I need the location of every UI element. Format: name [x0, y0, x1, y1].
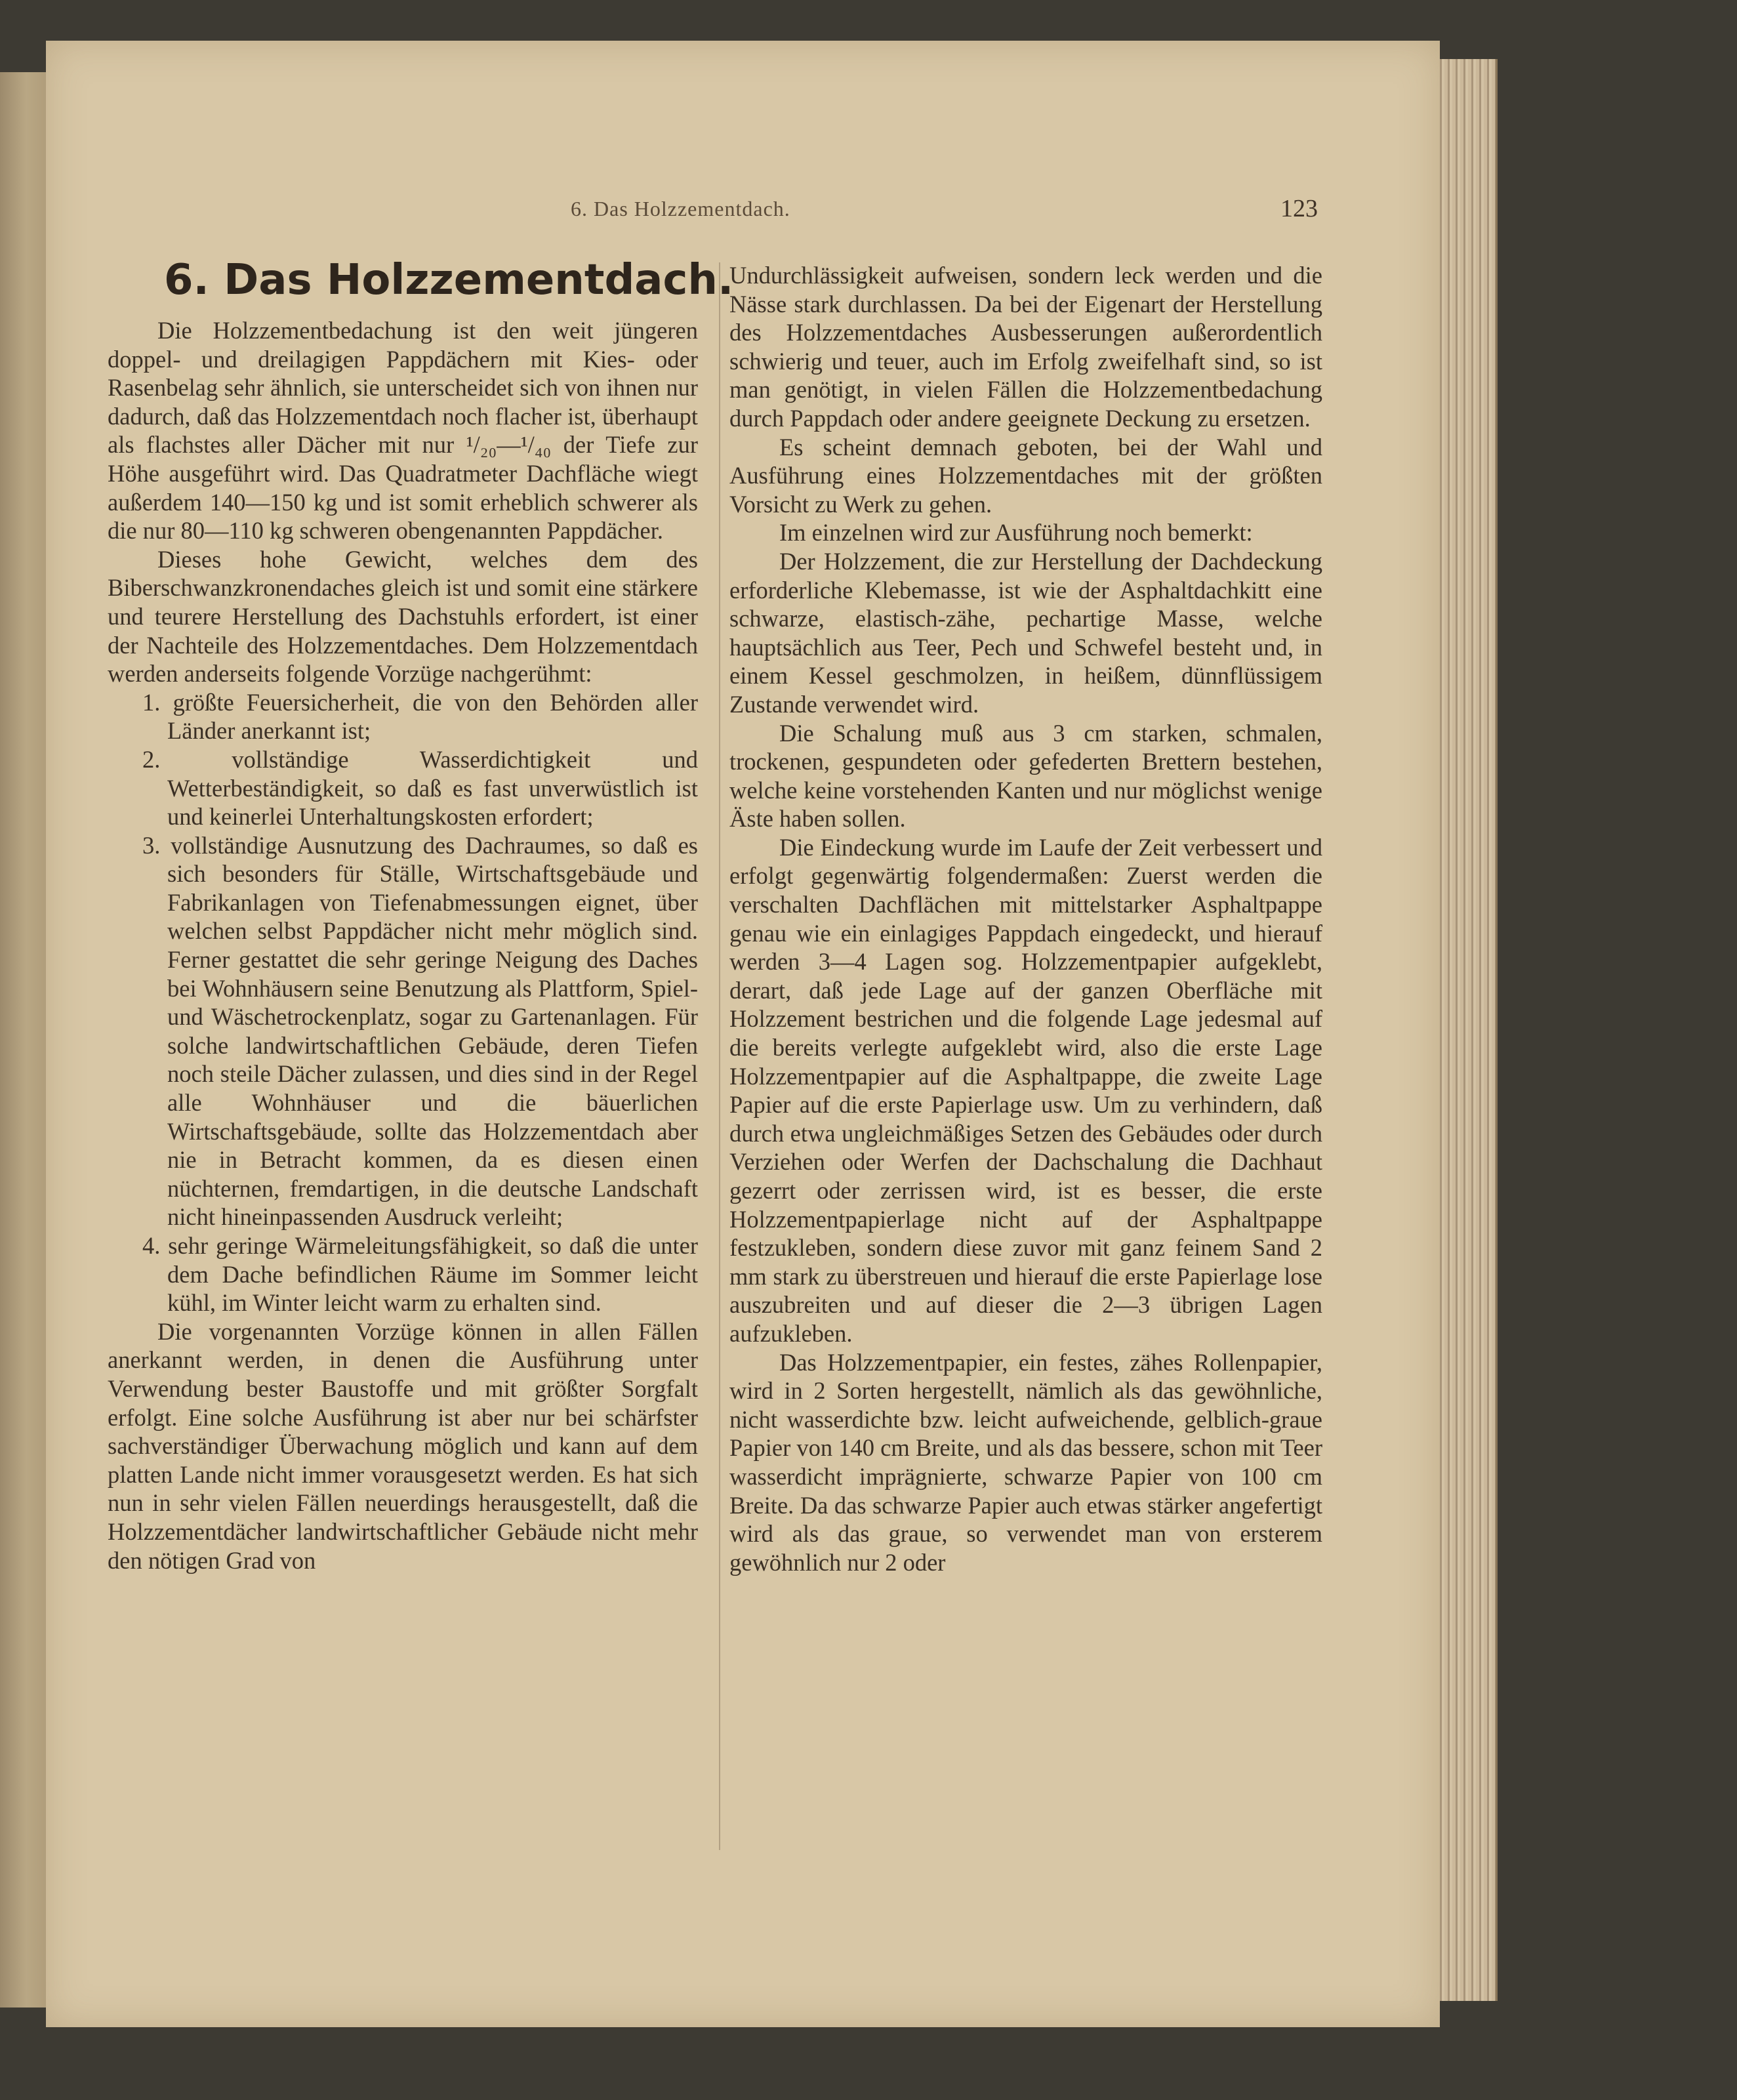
paragraph: Es scheint demnach geboten, bei der Wahl und Ausführung eines Holzzementdaches mit der größten Vorsicht zu Werk zu gehen.: [729, 433, 1322, 518]
paragraph: Im einzelnen wird zur Ausführung noch bemerkt:: [779, 519, 1253, 546]
running-header: 6. Das Holzzementdach.: [571, 197, 790, 220]
paragraph: Die Schalung muß aus 3 cm starken, schmalen, trockenen, gespundeten oder gefederten Brettern bestehen, welche keine vorstehenden Kanten und nur möglichst wenige Äste haben sollen.: [729, 719, 1322, 833]
list-item: 2. vollständige Wasserdichtigkeit und Wetterbeständigkeit, so daß es fast unverwüstlich ist und keinerlei Unterhaltungskosten erfordert;: [142, 745, 698, 831]
left-column: [108, 316, 698, 1575]
paragraph: Die Holzzementbedachung ist den weit jüngeren doppel- und dreilagigen Pappdächern mit Kies- oder Rasenbelag sehr ähnlich, sie unterscheidet sich von ihnen nur dadurch, daß das Holzzementdach noch flacher ist, überhaupt als flachstes aller Dächer mit nur ¹/₂₀—¹/₄₀ der Tiefe zur Höhe ausgeführt wird. Das Quadratmeter Dachfläche wiegt außerdem 140—150 kg und ist somit erheblich schwerer als die nur 80—110 kg schweren obengenannten Pappdächer.: [108, 317, 698, 545]
right-column: [729, 261, 1322, 1576]
column-divider: [719, 262, 720, 1850]
section-title: 6. Das Holzzementdach.: [164, 256, 734, 304]
paragraph: Undurchlässigkeit aufweisen, sondern leck werden und die Nässe stark durchlassen. Da bei der Eigenart der Herstellung des Holzzementdaches Ausbesserungen außerordentlich schwierig und teuer, auch im Erfolg zweifelhaft sind, so ist man genötigt, in vielen Fällen die Holzzementbedachung durch Pappdach oder andere geeignete Deckung zu ersetzen.: [729, 262, 1322, 432]
list-item: 3. vollständige Ausnutzung des Dachraumes, so daß es sich besonders für Ställe, Wirtschaftsgebäude und Fabrikanlagen von Tiefenabmessungen eignet, über welchen selbst Pappdächer nicht mehr möglich sind. Ferner gestattet die sehr geringe Neigung des Daches bei Wohnhäusern seine Benutzung als Plattform, Spiel- und Wäschetrockenplatz, sogar zu Gartenanlagen. Für solche landwirtschaftlichen Gebäude, deren Tiefen noch steile Dächer zulassen, und dies sind in der Regel alle Wohnhäuser und die bäuerlichen Wirtschaftsgebäude, sollte das Holzzementdach aber nie in Betracht kommen, da es diesen einen nüchternen, fremdartigen, in die deutsche Landschaft nicht hineinpassenden Ausdruck verleiht;: [142, 831, 698, 1231]
list-item: 1. größte Feuersicherheit, die von den Behörden aller Länder anerkannt ist;: [142, 688, 698, 745]
paragraph: Dieses hohe Gewicht, welches dem des Biberschwanzkronendaches gleich ist und somit eine stärkere und teurere Herstellung des Dachstuhls erfordert, ist einer der Nachteile des Holzzementdaches. Dem Holzzementdach werden anderseits folgende Vorzüge nachgerühmt:: [108, 545, 698, 688]
paragraph: Die Eindeckung wurde im Laufe der Zeit verbessert und erfolgt gegenwärtig folgendermaßen: Zuerst werden die verschalten Dachflächen mit mittelstarker Asphaltpappe genau wie ein einlagiges Pappdach eingedeckt, und hierauf werden 3—4 Lagen sog. Holzzementpapier aufgeklebt, derart, daß jede Lage auf der ganzen Oberfläche mit Holzzement bestrichen und die folgende Lage jedesmal auf die bereits verlegte aufgeklebt wird, also die erste Lage Holzzementpapier auf die Asphaltpappe, die zweite Lage Papier auf die erste Papierlage usw. Um zu verhindern, daß durch etwa ungleichmäßiges Setzen des Gebäudes oder durch Verziehen oder Werfen der Dachschalung die Dachhaut gezerrt oder zerrissen wird, ist es besser, die erste Holzzementpapierlage nicht auf der Asphaltpappe festzukleben, sondern diese zuvor mit ganz feinem Sand 2 mm stark zu überstreuen und hierauf die erste Papierlage lose auszubreiten und auf dieser die 2—3 übrigen Lagen aufzukleben.: [729, 833, 1322, 1347]
paragraph: Die vorgenannten Vorzüge können in allen Fällen anerkannt werden, in denen die Ausführung unter Verwendung bester Baustoffe und mit größter Sorgfalt erfolgt. Eine solche Ausführung ist aber nur bei schärfster sachverständiger Überwachung möglich und kann auf dem platten Lande nicht immer vorausgesetzt werden. Es hat sich nun in sehr vielen Fällen neuerdings herausgestellt, daß die Holzzementdächer landwirtschaftlicher Gebäude nicht mehr den nötigen Grad von: [108, 1317, 698, 1574]
paragraph: Der Holzzement, die zur Herstellung der Dachdeckung erforderliche Klebemasse, ist wie der Asphaltdachkitt eine schwarze, elastisch-zähe, pechartige Masse, welche hauptsächlich aus Teer, Pech und Schwefel besteht und, in einem Kessel geschmolzen, in heißem, dünnflüssigem Zustande verwendet wird.: [729, 547, 1322, 718]
paragraph: Das Holzzementpapier, ein festes, zähes Rollenpapier, wird in 2 Sorten hergestellt, nämlich als das gewöhnliche, nicht wasserdichte bzw. leicht aufweichende, gelblich-graue Papier von 140 cm Breite, und als das bessere, schon mit Teer wasserdicht imprägnierte, schwarze Papier von 100 cm Breite. Da das schwarze Papier auch etwas stärker angefertigt wird als das graue, so verwendet man von ersterem gewöhnlich nur 2 oder: [729, 1348, 1322, 1576]
page-number: 123: [1280, 195, 1318, 222]
list-item: 4. sehr geringe Wärmeleitungsfähigkeit, so daß die unter dem Dache befindlichen Räume im Sommer leicht kühl, im Winter leicht warm zu erhalten sind.: [142, 1232, 698, 1317]
